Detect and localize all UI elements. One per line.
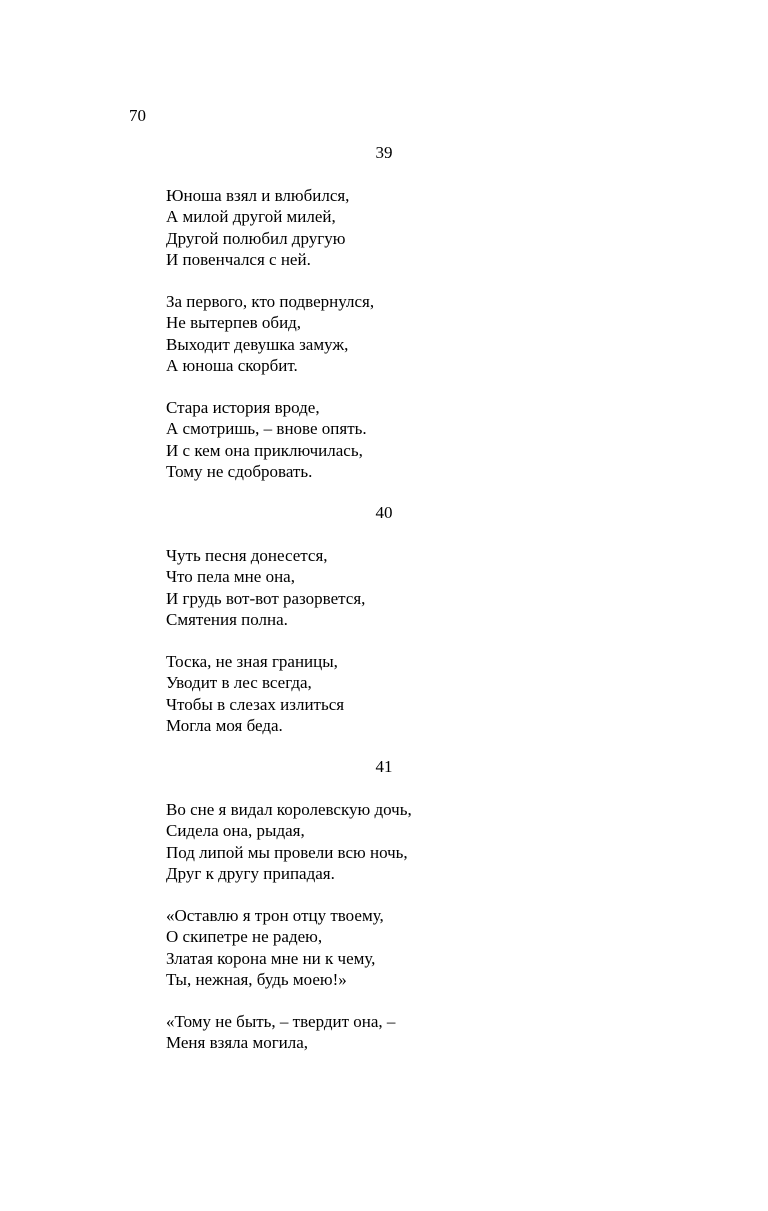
verse-line: Ты, нежная, будь моею!» [166, 969, 347, 989]
stanza [166, 1011, 395, 1054]
stanza [166, 185, 349, 270]
verse-line: Златая корона мне ни к чему, [166, 948, 376, 968]
verse-line: Сидела она, рыдая, [166, 821, 305, 841]
verse-line: И грудь вот-вот разорвется, [166, 588, 366, 608]
stanza [166, 545, 365, 630]
stanza [166, 291, 374, 376]
verse-line: Во сне я видал королевскую дочь, [166, 800, 412, 819]
stanza [166, 799, 412, 884]
verse-line: Тоска, не зная границы, [166, 652, 338, 671]
verse-line: Другой полюбил другую [166, 228, 346, 248]
verse-line: Уводит в лес всегда, [166, 673, 312, 693]
verse-line: За первого, кто подвернулся, [166, 292, 375, 311]
verse-line: Под липой мы провели всю ночь, [166, 842, 408, 862]
verse-line: Смятения полна. [166, 609, 288, 629]
verse-line: Стара история вроде, [166, 398, 320, 417]
verse-line: Тому не сдобровать. [166, 461, 313, 481]
verse-line: Могла моя беда. [166, 715, 283, 735]
verse-line: «Оставлю я трон отцу твоему, [166, 906, 384, 925]
verse-line: И с кем она приключилась, [166, 440, 363, 460]
verse-line: А смотришь, – внове опять. [166, 419, 367, 439]
stanza [166, 651, 344, 736]
verse-line: А юноша скорбит. [166, 355, 298, 375]
verse-line: А милой другой милей, [166, 207, 336, 227]
poem-number-40: 40 [375, 503, 393, 522]
verse-line: И повенчался с ней. [166, 249, 311, 269]
verse-line: Не вытерпев обид, [166, 313, 302, 333]
poem-number-41: 41 [375, 757, 393, 776]
poem-number-39: 39 [375, 143, 393, 162]
stanza [166, 905, 384, 990]
verse-line: «Тому не быть, – твердит она, – [166, 1012, 396, 1031]
verse-line: Выходит девушка замуж, [166, 334, 349, 354]
verse-line: Юноша взял и влюбился, [166, 186, 350, 205]
verse-line: О скипетре не радею, [166, 927, 323, 947]
verse-line: Чуть песня донесется, [166, 546, 328, 565]
verse-line: Что пела мне она, [166, 567, 295, 587]
verse-line: Друг к другу припадая. [166, 863, 335, 883]
verse-line: Меня взяла могила, [166, 1033, 309, 1053]
stanza [166, 397, 367, 482]
page-number: 70 [129, 106, 146, 125]
verse-line: Чтобы в слезах излиться [166, 694, 345, 714]
